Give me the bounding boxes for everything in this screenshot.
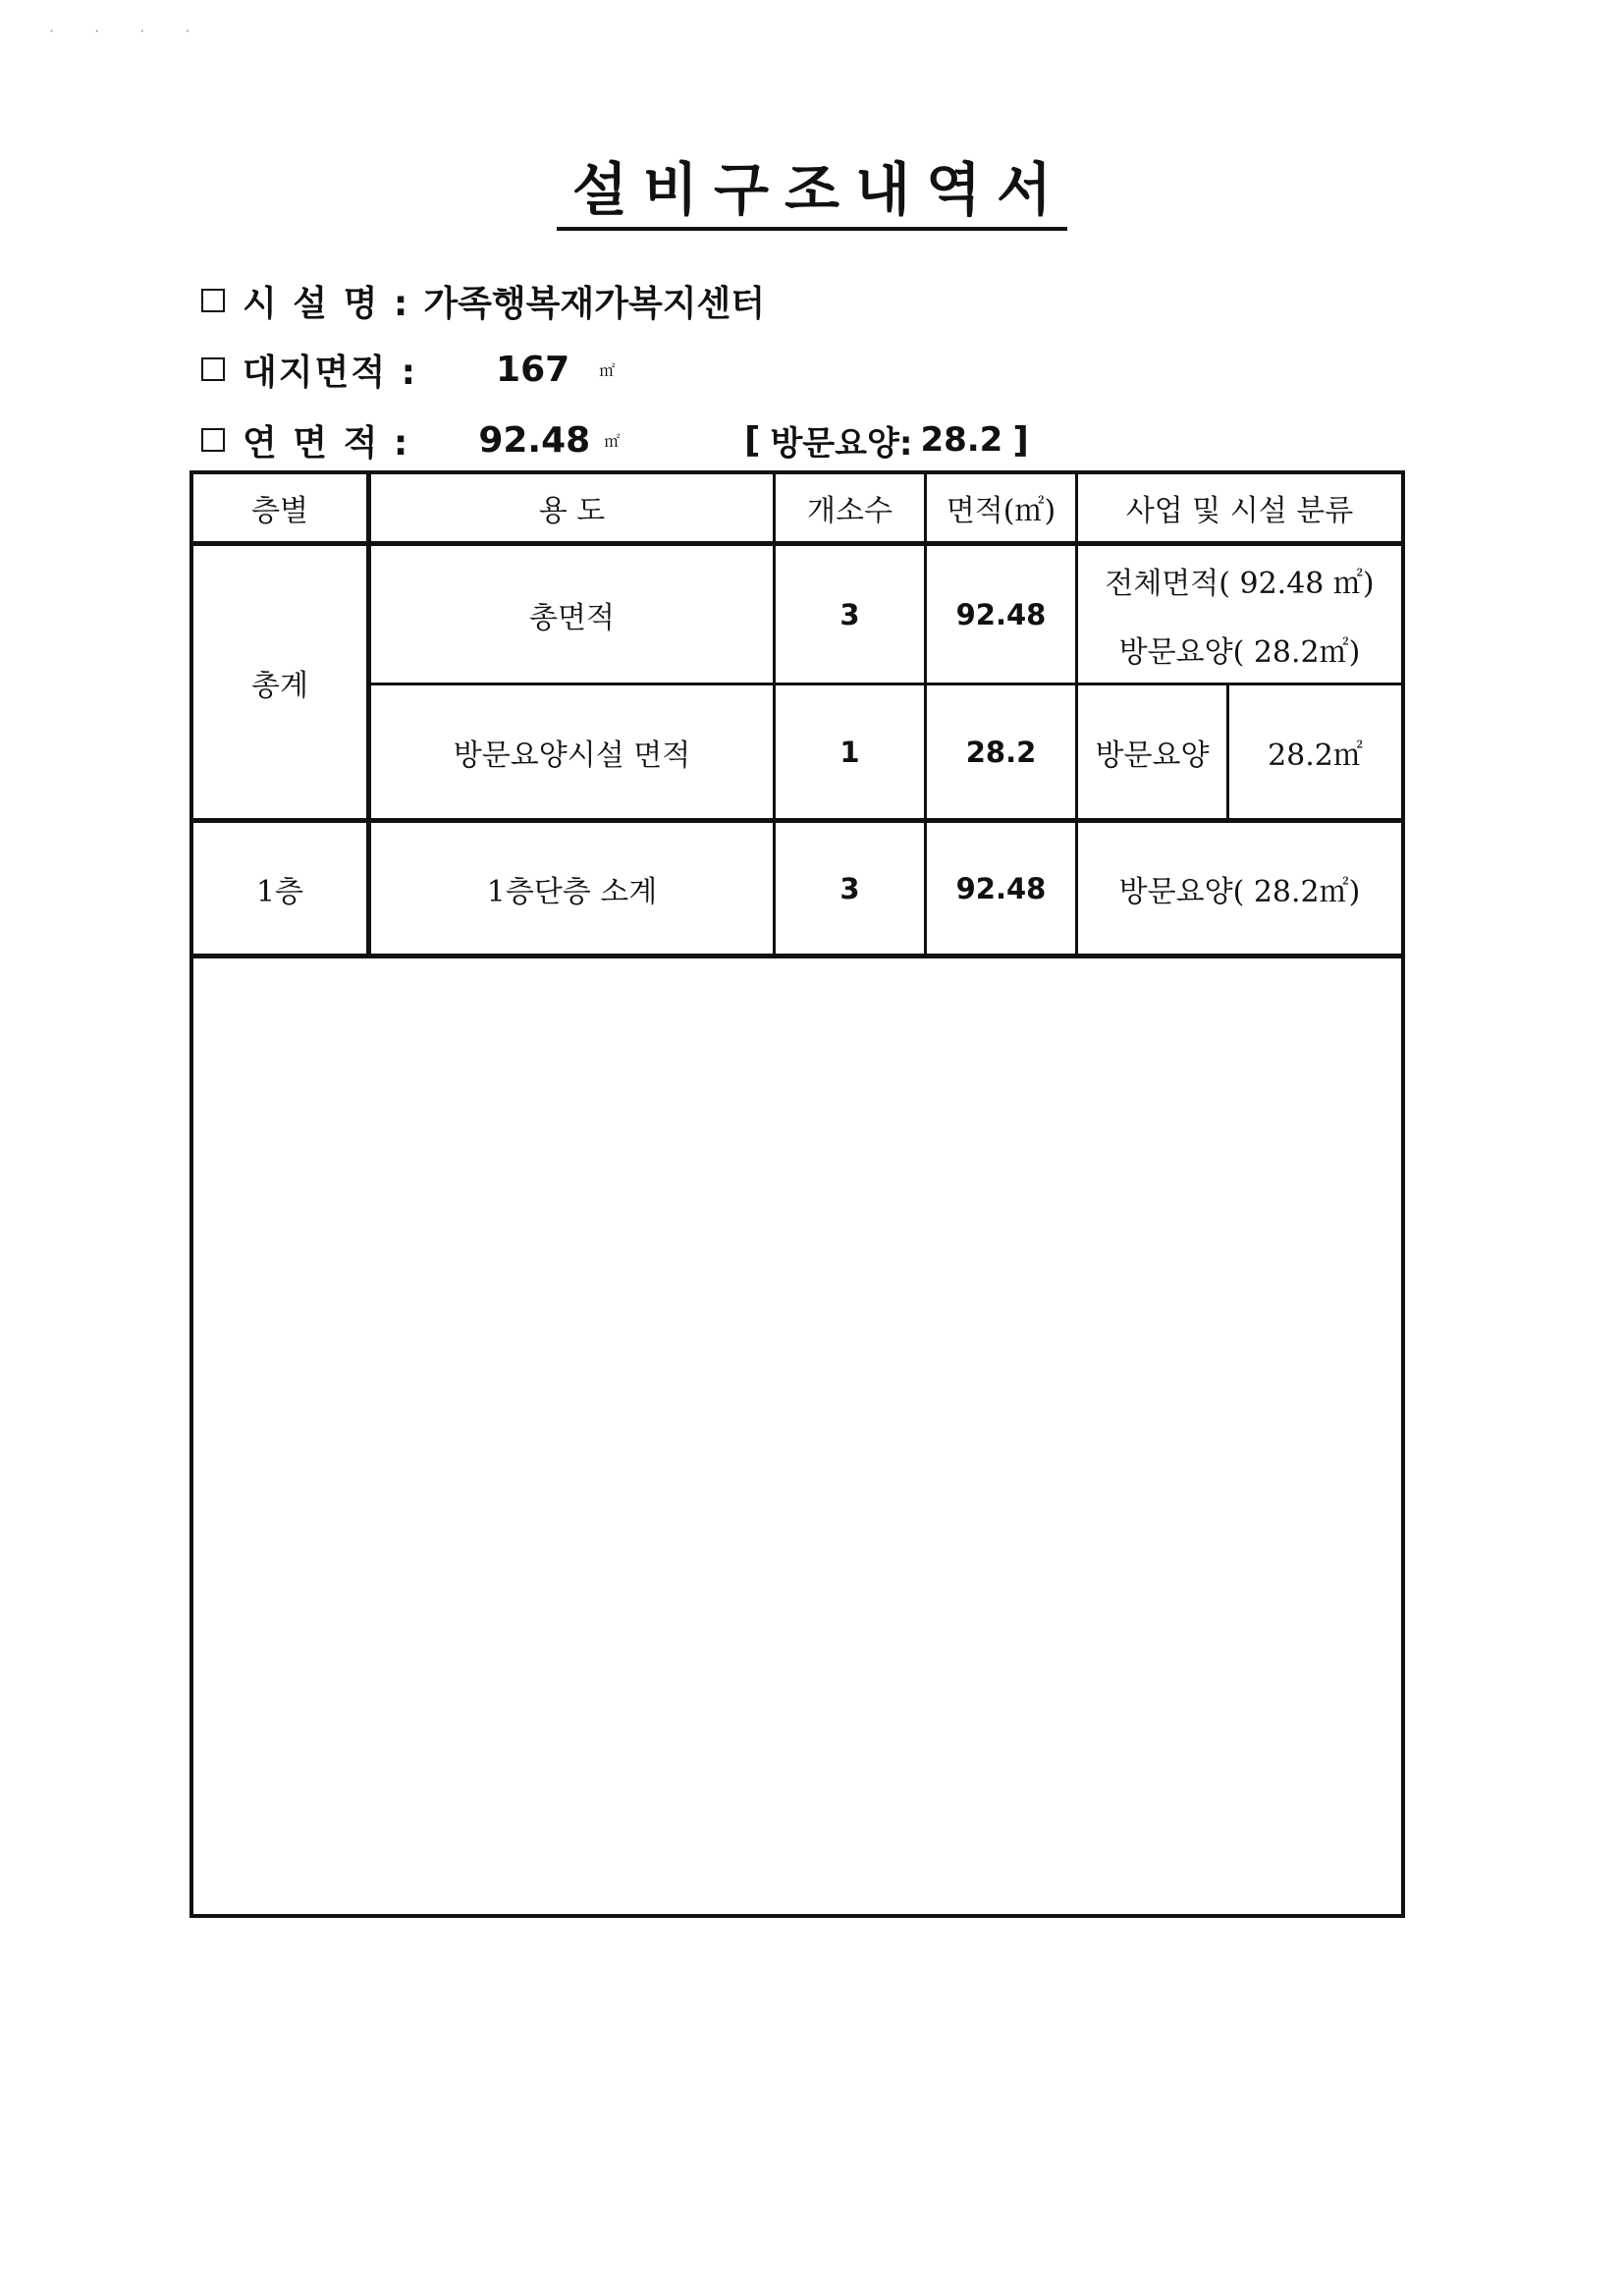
- visit-care-value: 28.2: [920, 420, 1003, 460]
- floor-area-unit: ㎡: [604, 431, 621, 451]
- visit-care-close-bracket: ]: [1012, 419, 1029, 461]
- visit-facility-type-cell: 방문요양: [1095, 738, 1210, 773]
- header-classification: 사업 및 시설 분류: [1125, 494, 1354, 528]
- total-floor-cell: 총계: [251, 668, 308, 703]
- header-count: 개소수: [807, 494, 893, 528]
- document-title-text: 설비구조내역서: [557, 156, 1067, 231]
- floor-area-label: 연 면 적 :: [243, 422, 410, 464]
- checkbox-icon: [201, 289, 225, 312]
- facility-name-value: 가족행복재가복지센터: [423, 283, 766, 324]
- header-floor: 층별: [251, 494, 308, 528]
- floor1-floor-cell: 1층: [255, 874, 304, 909]
- checkbox-icon: [201, 357, 225, 381]
- document-title: [0, 143, 1624, 226]
- land-area-label: 대지면적 :: [243, 352, 418, 393]
- facility-table: [189, 470, 1405, 1918]
- visit-care-note: [744, 412, 1029, 467]
- total-classification-line2: 방문요양( 28.2㎡): [1118, 634, 1361, 670]
- floor1-usage-cell: 1층단층 소계: [486, 874, 658, 909]
- total-usage-cell: 총면적: [529, 600, 615, 635]
- total-count-cell: 3: [839, 597, 860, 631]
- floor-area-line: [201, 412, 620, 467]
- land-area-line: [201, 342, 615, 397]
- floor1-area-cell: 92.48: [955, 871, 1047, 905]
- visit-facility-classification-area-cell: 28.2㎡: [1268, 738, 1363, 773]
- checkbox-icon: [201, 428, 225, 452]
- facility-name-label: 시 설 명 :: [243, 283, 410, 324]
- visit-care-open-bracket: [: [744, 419, 761, 461]
- total-classification-cell: [1078, 546, 1401, 683]
- visit-facility-count-cell: 1: [839, 735, 860, 769]
- table-blank-area: [193, 958, 1401, 1914]
- total-area-cell: 92.48: [955, 597, 1047, 631]
- facility-name-line: [201, 273, 765, 328]
- scan-artifact-marks: · · · ·: [49, 22, 208, 40]
- total-classification-line1: 전체면적( 92.48 ㎡): [1105, 566, 1375, 601]
- floor-area-value: 92.48: [478, 419, 591, 461]
- land-area-value: 167: [496, 349, 570, 390]
- visit-care-label: 방문요양:: [770, 423, 913, 464]
- floor1-classification-cell: 방문요양( 28.2㎡): [1118, 874, 1361, 909]
- visit-facility-area-cell: 28.2: [965, 735, 1037, 769]
- visit-facility-usage-cell: 방문요양시설 면적: [453, 738, 691, 773]
- floor1-count-cell: 3: [839, 871, 860, 905]
- header-area: 면적(㎡): [946, 494, 1056, 528]
- header-usage: 용 도: [538, 494, 606, 528]
- land-area-unit: ㎡: [599, 360, 616, 380]
